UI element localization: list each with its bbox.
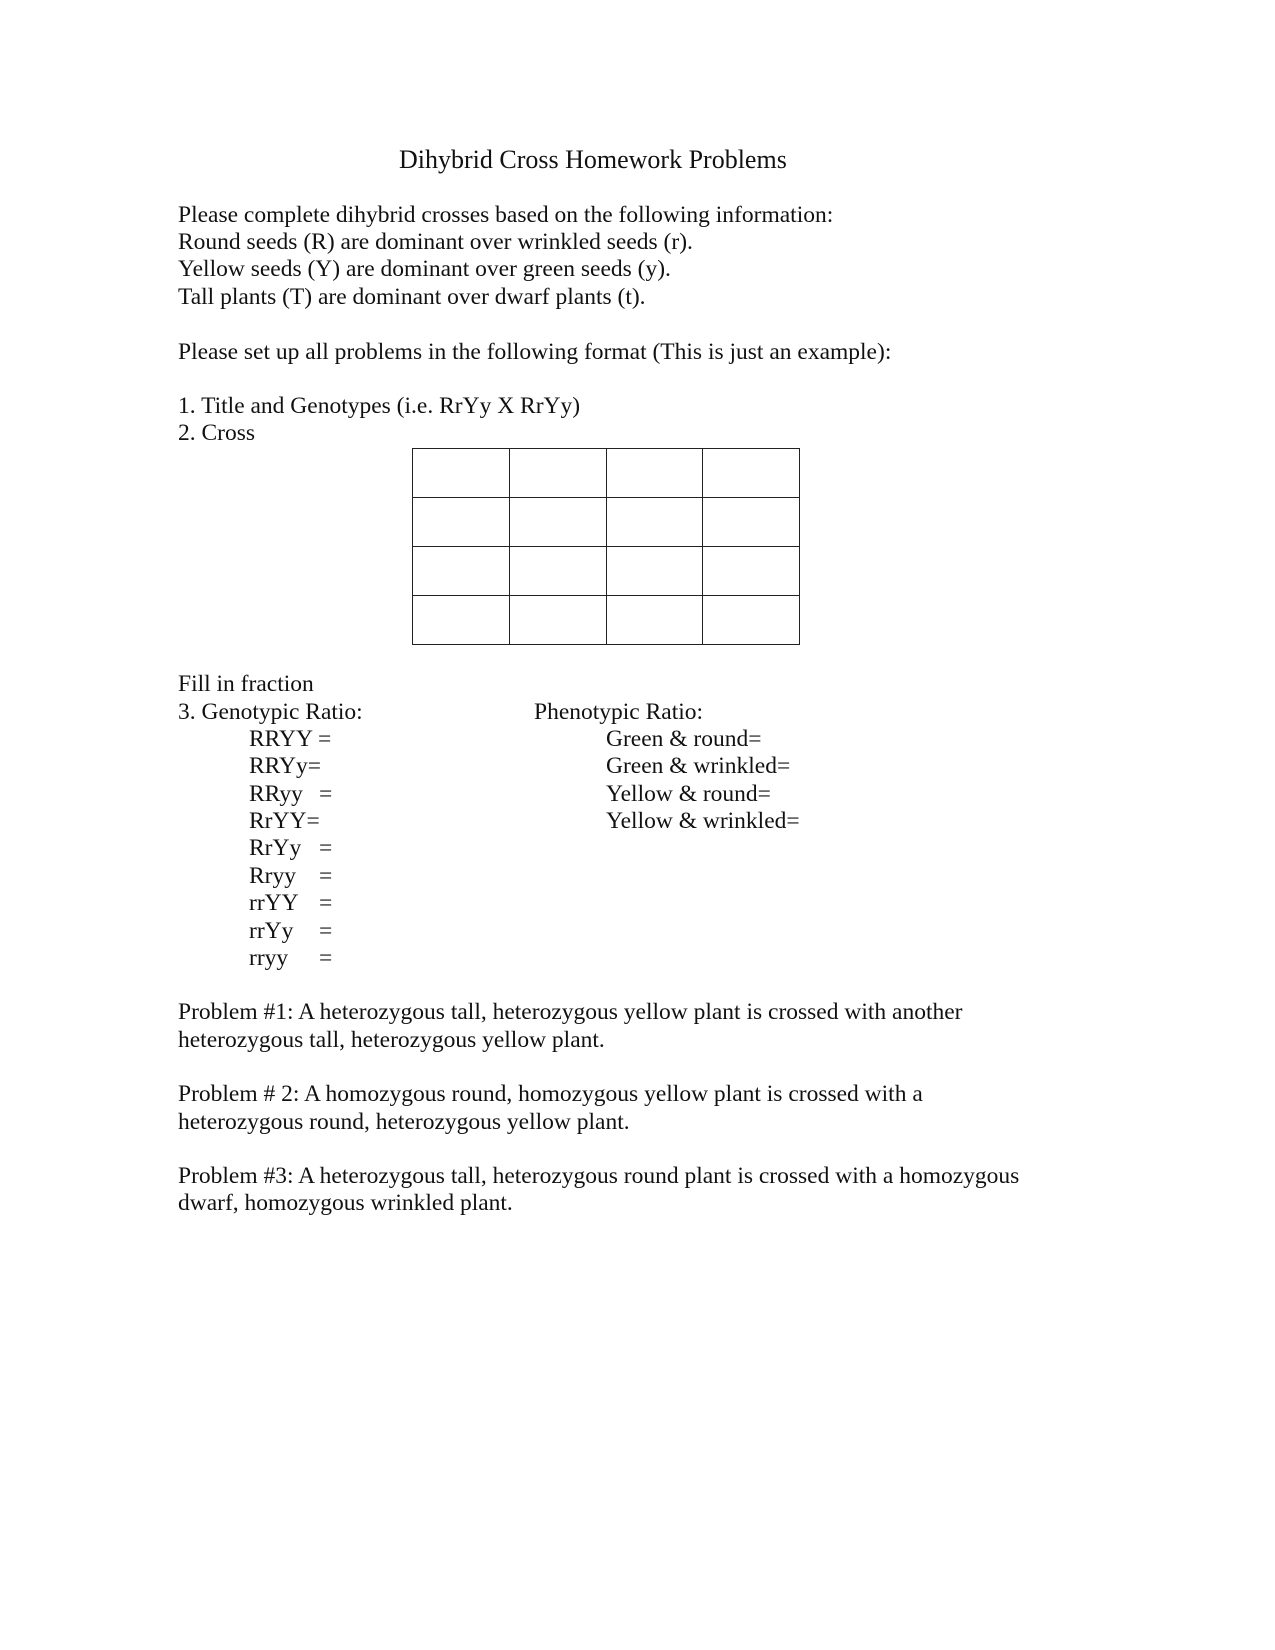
punnett-cell [703,547,800,596]
problem-3-text: Problem #3: A heterozygous tall, heterozygous round plant is crossed with a homozygous [178,1163,1020,1189]
genotype-label: Rryy [249,863,296,889]
punnett-cell [606,449,703,498]
genotype-equals: = [319,890,333,916]
genotype-label: rrYY [249,890,299,916]
problem-2-text: Problem # 2: A homozygous round, homozygous yellow plant is crossed with a [178,1081,923,1107]
genotype-equals: = [319,781,333,807]
punnett-row [413,596,800,645]
intro-line: Tall plants (T) are dominant over dwarf plants (t). [178,284,646,310]
page-title: Dihybrid Cross Homework Problems [399,145,787,174]
genotype-label: RrYY= [249,808,320,834]
fill-in-instruction: Fill in fraction [178,671,314,697]
phenotype-label: Yellow & round= [606,781,771,807]
punnett-cell [606,547,703,596]
step-cross: 2. Cross [178,420,256,446]
punnett-cell [703,596,800,645]
genotype-label: RRYY = [249,726,332,752]
punnett-cell [509,449,606,498]
phenotype-label: Yellow & wrinkled= [606,808,800,834]
phenotypic-ratio-heading: Phenotypic Ratio: [534,699,704,725]
genotype-equals: = [319,918,333,944]
intro-line: Please complete dihybrid crosses based on the following information: [178,202,834,228]
intro-line: Yellow seeds (Y) are dominant over green seeds (y). [178,256,671,282]
punnett-cell [606,596,703,645]
punnett-cell [606,498,703,547]
problem-1-text: heterozygous tall, heterozygous yellow plant. [178,1027,605,1053]
punnett-cell [413,547,510,596]
punnett-row [413,547,800,596]
punnett-row [413,498,800,547]
punnett-cell [413,498,510,547]
punnett-square [412,448,800,645]
genotype-equals: = [319,863,333,889]
step-title-genotypes: 1. Title and Genotypes (i.e. RrYy X RrYy) [178,393,581,419]
punnett-cell [509,498,606,547]
punnett-row [413,449,800,498]
problem-1-text: Problem #1: A heterozygous tall, heterozygous yellow plant is crossed with another [178,999,963,1025]
punnett-cell [509,596,606,645]
genotype-label: RRyy [249,781,303,807]
genotype-equals: = [319,835,333,861]
punnett-cell [703,449,800,498]
punnett-cell [413,449,510,498]
punnett-cell [703,498,800,547]
genotype-equals: = [319,945,333,971]
genotype-label: RRYy= [249,753,322,779]
genotype-label: rrYy [249,918,294,944]
format-instruction: Please set up all problems in the following format (This is just an example): [178,339,892,365]
genotype-label: RrYy [249,835,302,861]
genotypic-ratio-heading: 3. Genotypic Ratio: [178,699,363,725]
problem-3-text: dwarf, homozygous wrinkled plant. [178,1190,513,1216]
genotype-label: rryy [249,945,289,971]
problem-2-text: heterozygous round, heterozygous yellow plant. [178,1109,630,1135]
phenotype-label: Green & wrinkled= [606,753,791,779]
phenotype-label: Green & round= [606,726,762,752]
punnett-cell [413,596,510,645]
intro-line: Round seeds (R) are dominant over wrinkled seeds (r). [178,229,693,255]
punnett-cell [509,547,606,596]
